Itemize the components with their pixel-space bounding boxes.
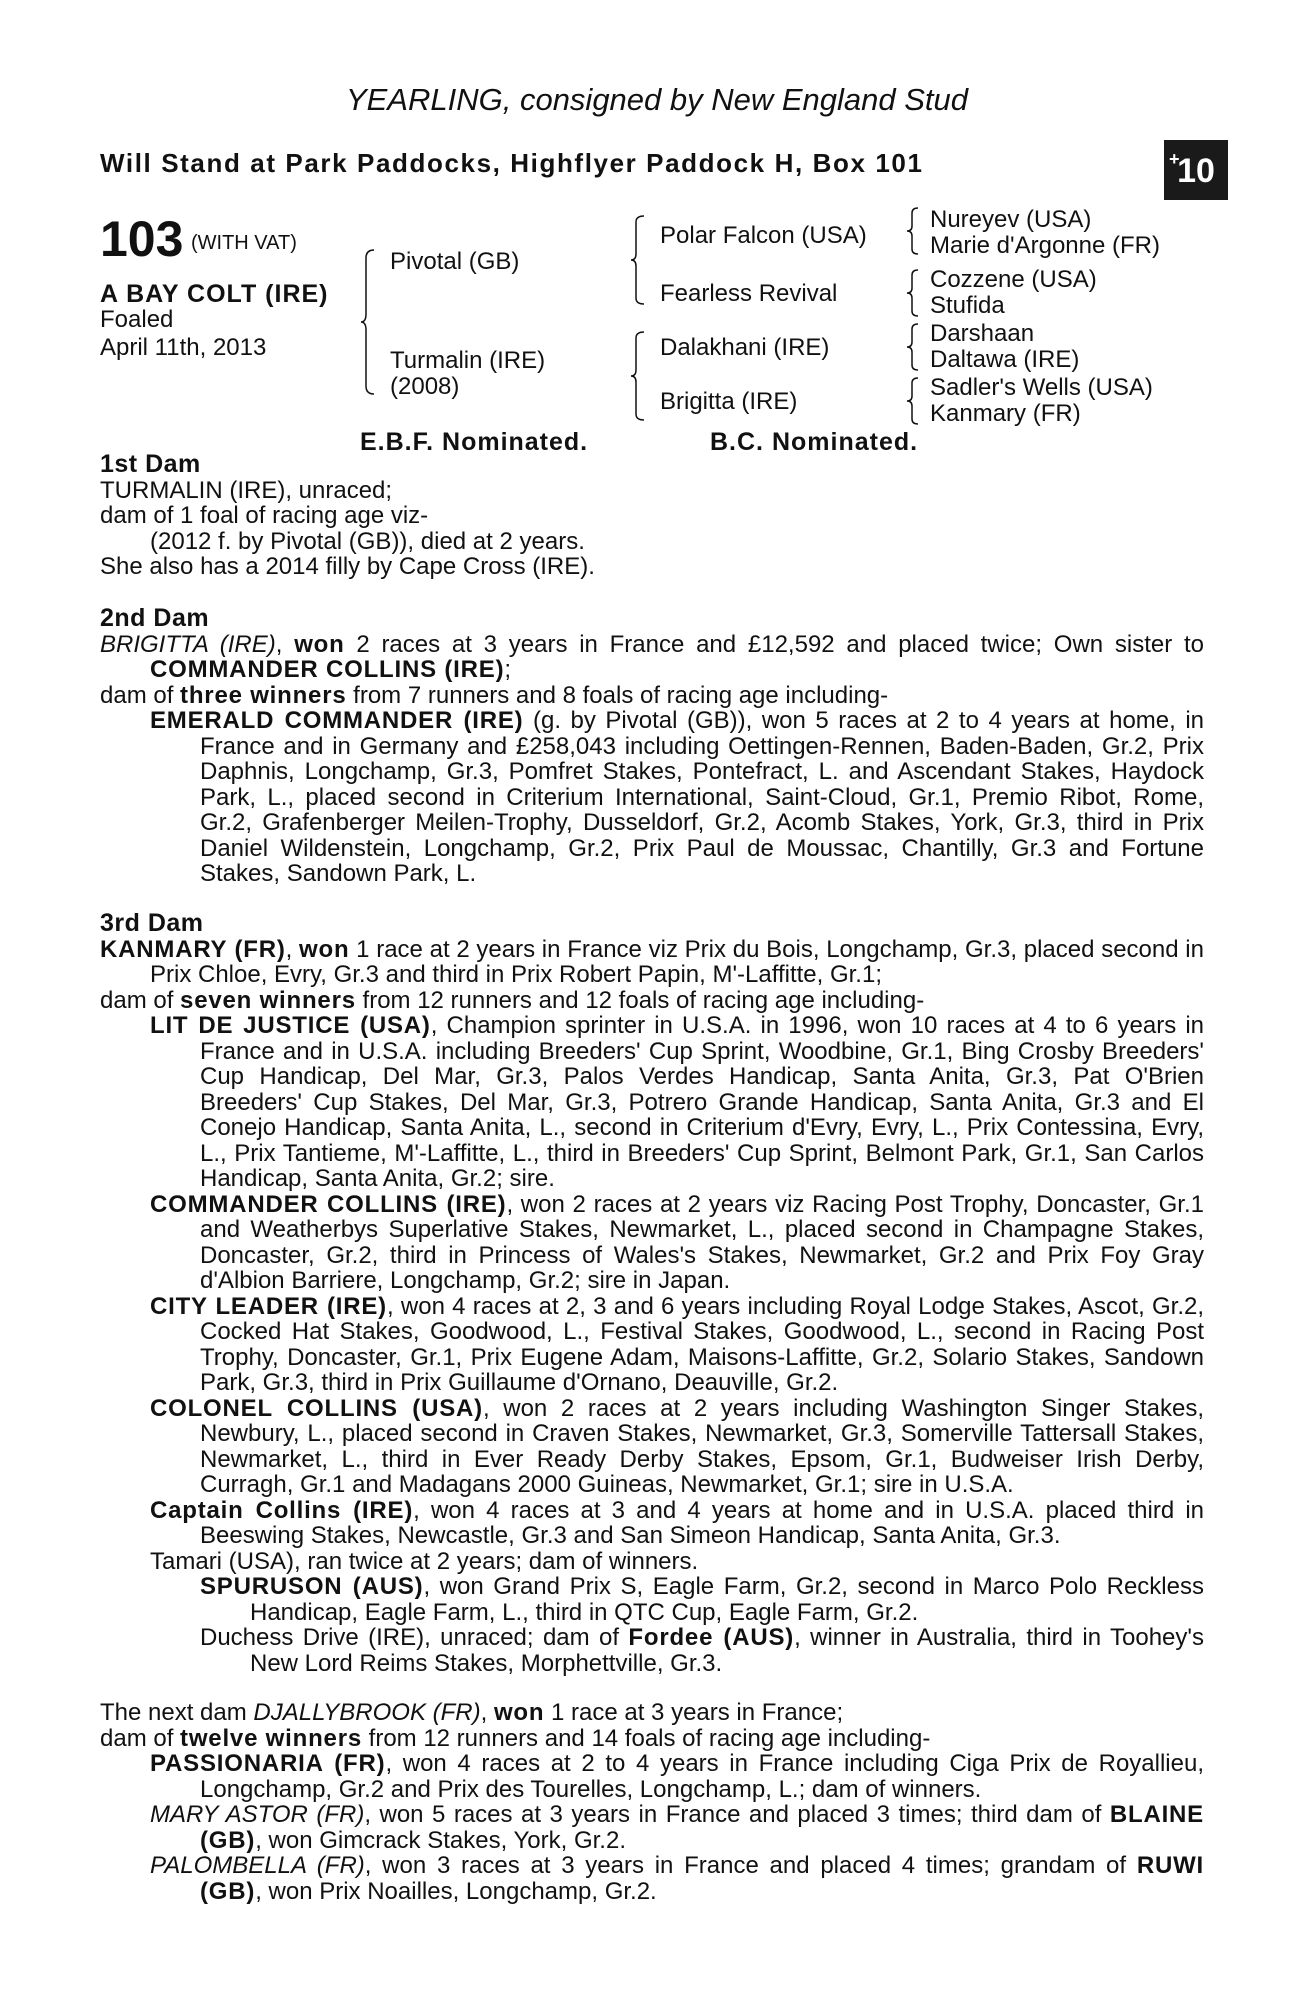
ancestor-3: Cozzene (USA) bbox=[930, 266, 1097, 293]
ancestor-4: Stufida bbox=[930, 292, 1005, 319]
horse-name: CITY LEADER (IRE) bbox=[150, 1292, 387, 1320]
race-record: , won 4 races at 2, 3 and 6 years including Royal Lodge Stakes, Ascot, Gr.2, Cocked Hat Stakes, Goodwood, L., Festival Stakes, Goodwood, L., second in Racing Post Trophy, Doncaster, Gr.1, Prix Eugene Adam, Maisons-Laffitte, Gr.2, Solario Stakes, Sandown Park, Gr.3, third in Prix Guillaume d'Ornano, Deauville, Gr.2. bbox=[200, 1292, 1204, 1396]
grand-produce-entry bbox=[100, 1574, 1204, 1625]
first-dam-line: She also has a 2014 filly by Cape Cross (IRE). bbox=[100, 553, 595, 580]
dam-year: (2008) bbox=[390, 373, 460, 400]
sister-name: COMMANDER COLLINS (IRE) bbox=[150, 656, 505, 683]
next-dam-text: The next dam bbox=[100, 1699, 254, 1726]
second-dam-record: BRIGITTA (IRE), won 2 races at 3 years in France and £12,592 and placed twice; Own sister to COMMANDER COLLINS (IRE); bbox=[100, 630, 1204, 683]
race-record: , won Grand Prix S, Eagle Farm, Gr.2, second in Marco Polo Reckless Handicap, Eagle Farm, L., third in QTC Cup, Eagle Farm, Gr.2. bbox=[250, 1573, 1204, 1626]
ancestor-8: Kanmary (FR) bbox=[930, 400, 1081, 427]
horse-name: PALOMBELLA (FR) bbox=[150, 1852, 365, 1879]
produce-entry bbox=[100, 1013, 1204, 1192]
first-dam-title: 1st Dam bbox=[100, 450, 201, 478]
third-dam-section bbox=[100, 911, 1204, 1676]
next-dam-name: DJALLYBROOK (FR) bbox=[253, 1699, 481, 1726]
third-dam-title: 3rd Dam bbox=[100, 909, 204, 937]
produce-text: from 12 runners and 14 foals of racing age including- bbox=[361, 1724, 931, 1752]
race-record: Duchess Drive (IRE), unraced; dam of bbox=[200, 1624, 629, 1651]
bc-nominated: B.C. Nominated. bbox=[710, 428, 919, 456]
horse-name: COMMANDER COLLINS (IRE) bbox=[150, 1190, 507, 1218]
stand-location: Will Stand at Park Paddocks, Highflyer Paddock H, Box 101 bbox=[100, 148, 924, 178]
horse-name: SPURUSON (AUS) bbox=[200, 1573, 424, 1600]
race-record: 1 race at 2 years in France viz Prix du Bois, Longchamp, Gr.3, placed second in Prix Chloe, Evry, Gr.3 and third in Prix Robert Papin, M'-Laffitte, Gr.1; bbox=[150, 935, 1204, 988]
produce-text: dam of bbox=[100, 986, 181, 1014]
foaled-label: Foaled bbox=[100, 306, 174, 333]
produce-text: dam of bbox=[100, 1724, 181, 1752]
produce-text: from 12 runners and 12 foals of racing age including- bbox=[355, 986, 925, 1014]
winners-count: three winners bbox=[180, 681, 347, 709]
ebf-nominated: E.B.F. Nominated. bbox=[360, 428, 589, 456]
dam-dam: Brigitta (IRE) bbox=[660, 388, 798, 415]
horse-name: RUWI (GB) bbox=[200, 1852, 1204, 1905]
race-record: , winner in Australia, third in Toohey's New Lord Reims Stakes, Morphettville, Gr.3. bbox=[250, 1624, 1204, 1677]
produce-entry bbox=[100, 1751, 1204, 1802]
produce-text: dam of bbox=[100, 681, 181, 709]
third-dam-record: KANMARY (FR), won 1 race at 2 years in France viz Prix du Bois, Longchamp, Gr.3, placed second in Prix Chloe, Evry, Gr.3 and third in Prix Robert Papin, M'-Laffitte, Gr.1; bbox=[100, 935, 1204, 988]
winners-count: seven winners bbox=[180, 986, 356, 1014]
second-dam-name: BRIGITTA (IRE) bbox=[100, 630, 276, 658]
ancestor-2: Marie d'Argonne (FR) bbox=[930, 232, 1160, 259]
winners-count: twelve winners bbox=[180, 1724, 362, 1752]
ancestor-5: Darshaan bbox=[930, 320, 1035, 347]
second-dam-section bbox=[100, 606, 1204, 887]
race-record: , Champion sprinter in U.S.A. in 1996, won 10 races at 4 to 6 years in France and in U.S.A. including Breeders' Cup Sprint, Woodbine, Gr.1, Bing Crosby Breeders' Cup Handicap, Del Mar, Gr.3, Palos Verdes Handicap, Santa Anita, Gr.3, Pat O'Brien Breeders' Cup Stakes, Del Mar, Gr.3, Potrero Grande Handicap, Santa Anita, Gr.3 and El Conejo Handicap, Santa Anita, L., second in Criterium d'Evry, Evry, L., Prix Contessina, Evry, L., Prix Tantieme, M'-Laffitte, L., third in Breeders' Cup Sprint, Belmont Park, Gr.1, San Carlos Handicap, Santa Anita, Gr.2; sire. bbox=[200, 1012, 1205, 1192]
race-record: , won Prix Noailles, Longchamp, Gr.2. bbox=[255, 1877, 657, 1905]
vat-note: (WITH VAT) bbox=[191, 232, 297, 254]
horse-name: Captain Collins (IRE) bbox=[150, 1496, 414, 1524]
sire-dam: Fearless Revival bbox=[660, 280, 838, 307]
horse-name: COLONEL COLLINS (USA) bbox=[150, 1394, 483, 1422]
produce-entry bbox=[100, 1192, 1204, 1294]
horse-name: BLAINE (GB) bbox=[200, 1801, 1204, 1854]
lot-number: 103 bbox=[100, 211, 184, 267]
punct: ; bbox=[504, 656, 512, 683]
third-dam-produce bbox=[100, 988, 1204, 1014]
next-dam-text: 1 race at 3 years in France; bbox=[544, 1699, 844, 1726]
race-record: , won 4 races at 2 to 4 years in France including Ciga Prix de Royallieu, Longchamp, Gr.2 and Prix des Tourelles, Longchamp, L.; dam of winners. bbox=[200, 1750, 1205, 1803]
produce-entry bbox=[100, 1802, 1204, 1853]
box-badge bbox=[1164, 140, 1228, 200]
horse-name: Fordee (AUS) bbox=[628, 1624, 795, 1651]
horse-name: LIT DE JUSTICE (USA) bbox=[150, 1012, 431, 1039]
horse-name: EMERALD COMMANDER (IRE) bbox=[150, 707, 524, 734]
second-dam-produce bbox=[100, 683, 1204, 709]
produce-entry bbox=[100, 1294, 1204, 1396]
race-record: , won 2 races at 2 years including Washington Singer Stakes, Newbury, L., placed second in Craven Stakes, Newmarket, Gr.3, Somerville Tattersall Stakes, Newmarket, L., third in Ever Ready Derby Stakes, Epsom, Gr.1, Budweiser Irish Derby, Curragh, Gr.1 and Madagans 2000 Guineas, Newmarket, Gr.1; sire in U.S.A. bbox=[200, 1394, 1204, 1498]
ancestor-6: Daltawa (IRE) bbox=[930, 346, 1080, 373]
punct: , bbox=[480, 1699, 494, 1726]
won-label: won bbox=[299, 935, 350, 963]
produce-entry bbox=[100, 1396, 1204, 1498]
sire: Pivotal (GB) bbox=[390, 248, 520, 275]
dam-sire: Dalakhani (IRE) bbox=[660, 334, 830, 361]
first-dam-line: TURMALIN (IRE), unraced; bbox=[100, 476, 393, 504]
pedigree-brace-main bbox=[360, 248, 380, 396]
pedigree-brace-g3 bbox=[906, 322, 924, 372]
next-dam-produce bbox=[100, 1726, 1204, 1752]
pedigree-brace-sire bbox=[630, 214, 650, 306]
grand-produce-entry bbox=[100, 1625, 1204, 1676]
won-label: won bbox=[493, 1699, 545, 1726]
consignor-subtitle: YEARLING, consigned by New England Stud bbox=[345, 82, 969, 117]
pedigree-brace-g4 bbox=[906, 376, 924, 426]
first-dam-foal: (2012 f. by Pivotal (GB)), died at 2 years. bbox=[150, 527, 585, 555]
race-record: , won Gimcrack Stakes, York, Gr.2. bbox=[255, 1826, 626, 1854]
second-dam-text: 2 races at 3 years in France and £12,592 and placed twice; Own sister to bbox=[344, 630, 1204, 658]
lot-title: A BAY COLT (IRE) bbox=[100, 280, 329, 308]
horse-name: MARY ASTOR (FR) bbox=[150, 1801, 365, 1828]
pedigree-brace-g2 bbox=[906, 268, 924, 318]
third-dam-name: KANMARY (FR) bbox=[100, 935, 286, 963]
foaled-date: April 11th, 2013 bbox=[100, 334, 267, 361]
second-dam-title: 2nd Dam bbox=[100, 604, 210, 632]
next-dam-record bbox=[100, 1700, 1204, 1726]
produce-entry bbox=[100, 1498, 1204, 1549]
ancestor-1: Nureyev (USA) bbox=[930, 206, 1092, 233]
race-record: (g. by Pivotal (GB)), won 5 races at 2 to 4 years at home, in France and in Germany and £258,043 including Oettingen-Rennen, Baden-Baden, Gr.2, Prix Daphnis, Longchamp, Gr.3, Pomfret Stakes, Pontefract, L. and Ascendant Stakes, Haydock Park, L., placed second in Criterium International, Saint-Cloud, Gr.1, Premio Ribot, Rome, Gr.2, Grafenberger Meilen-Trophy, Dusseldorf, Gr.2, Acomb Stakes, York, Gr.3, third in Prix Daniel Wildenstein, Longchamp, Gr.2, Prix Paul de Moussac, Chantilly, Gr.3 and Fortune Stakes, Sandown Park, L. bbox=[200, 707, 1205, 887]
next-dam-section bbox=[100, 1700, 1204, 1904]
first-dam-section bbox=[100, 452, 1204, 580]
sire-sire: Polar Falcon (USA) bbox=[660, 222, 867, 249]
won-label: won bbox=[294, 630, 345, 658]
first-dam-line: dam of 1 foal of racing age viz- bbox=[100, 502, 429, 529]
dam: Turmalin (IRE) bbox=[390, 347, 546, 374]
produce-entry bbox=[100, 708, 1204, 887]
produce-entry: Tamari (USA), ran twice at 2 years; dam of winners. bbox=[150, 1547, 699, 1575]
badge-plus: + bbox=[1169, 149, 1180, 169]
badge-number: 10 bbox=[1177, 152, 1215, 190]
produce-entry bbox=[100, 1853, 1204, 1904]
pedigree-brace-dam bbox=[630, 330, 650, 422]
ancestor-7: Sadler's Wells (USA) bbox=[930, 374, 1153, 401]
race-record: , won 5 races at 3 years in France and placed 3 times; third dam of bbox=[364, 1801, 1110, 1828]
horse-name: PASSIONARIA (FR) bbox=[150, 1750, 386, 1777]
race-record: , won 4 races at 3 and 4 years at home and in U.S.A. placed third in Beeswing Stakes, Newcastle, Gr.3 and San Simeon Handicap, Santa Anita, Gr.3. bbox=[200, 1496, 1205, 1549]
pedigree-brace-g1 bbox=[906, 206, 924, 256]
produce-text: from 7 runners and 8 foals of racing age including- bbox=[346, 681, 889, 709]
race-record: , won 2 races at 2 years viz Racing Post Trophy, Doncaster, Gr.1 and Weatherbys Superlative Stakes, Newmarket, L., placed second in Champagne Stakes, Doncaster, Gr.2, third in Princess of Wales's Stakes, Newmarket, Gr.2 and Prix Foy Gray d'Albion Barriere, Longchamp, Gr.2; sire in Japan. bbox=[200, 1190, 1204, 1294]
race-record: , won 3 races at 3 years in France and placed 4 times; grandam of bbox=[364, 1852, 1137, 1879]
